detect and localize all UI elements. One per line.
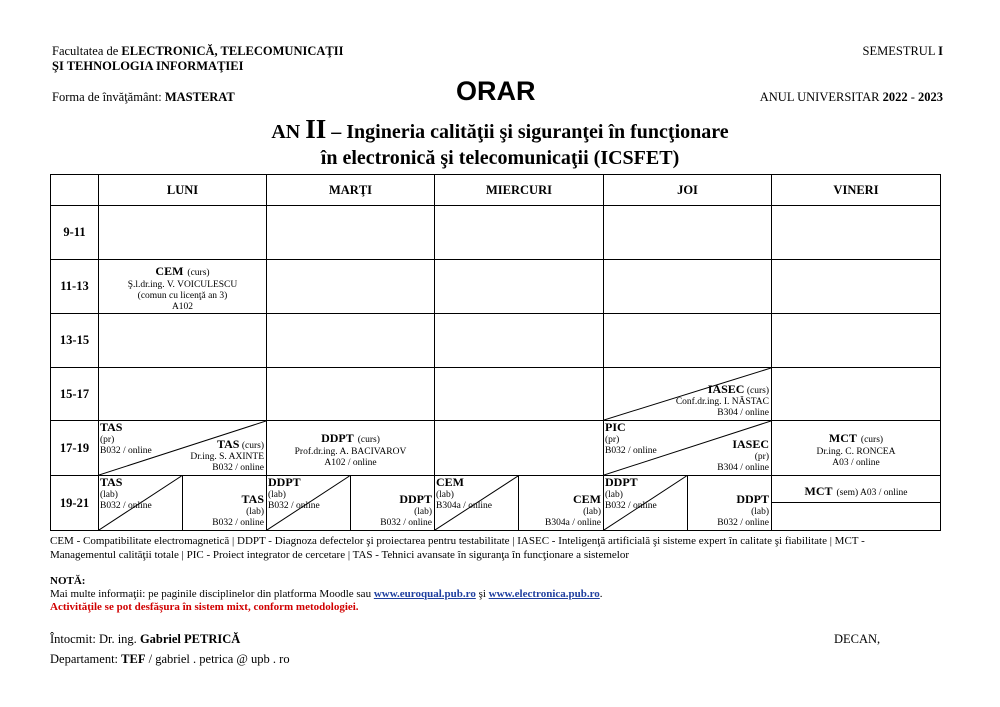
course-iasec-curs: IASEC (curs) Conf.dr.ing. I. NĂSTAC B304 / online <box>604 368 772 421</box>
page-title: ORAR <box>456 76 536 106</box>
course-ddpt-curs: DDPT (curs) Prof.dr.ing. A. BACIVAROV A102 / online <box>267 421 435 476</box>
electronica-link[interactable]: www.electronica.pub.ro <box>488 588 600 600</box>
schedule-cell <box>772 314 941 368</box>
course-pic-iasec-split: PIC (pr) B032 / online IASEC (pr) B304 / online <box>604 421 772 476</box>
schedule-cell <box>604 206 772 260</box>
schedule-cell <box>267 314 435 368</box>
lab-cell-marti <box>267 476 435 531</box>
schedule-cell <box>604 260 772 314</box>
lab-half-a: DDPT (lab) B032 / online <box>267 476 351 530</box>
mixed-mode-warning: Activităţile se pot desfăşura în sistem mixt, conform metodologiei. <box>50 601 359 613</box>
time-slot: 17-19 <box>51 421 99 476</box>
day-header-joi: JOI <box>604 175 772 206</box>
semester: SEMESTRUL I <box>862 44 943 58</box>
lab-half-a: TAS (lab) B032 / online <box>99 476 183 530</box>
schedule-cell <box>99 314 267 368</box>
schedule-cell <box>435 206 604 260</box>
time-slot: 9-11 <box>51 206 99 260</box>
course-cem: CEM (curs) Ş.l.dr.ing. V. VOICULESCU (comun cu licenţă an 3) A102 <box>99 260 267 314</box>
lab-half-b: TAS (lab) B032 / online <box>212 492 264 528</box>
schedule-cell <box>435 260 604 314</box>
schedule-cell <box>435 421 604 476</box>
corner-cell <box>51 175 99 206</box>
schedule-cell <box>435 314 604 368</box>
program-title: AN II – Ingineria calităţii şi siguranţei în funcţionare în electronică şi telecomunicaţii (ICSFET) <box>271 114 729 169</box>
lab-half-b: DDPT (lab) B032 / online <box>717 492 769 528</box>
schedule-cell <box>267 368 435 421</box>
day-header-marti: MARŢI <box>267 175 435 206</box>
dean-signature: DECAN, <box>834 632 881 646</box>
euroqual-link[interactable]: www.euroqual.pub.ro <box>373 588 476 600</box>
lab-half-a: CEM (lab) B304a / online <box>435 476 519 530</box>
schedule-cell <box>99 206 267 260</box>
schedule-cell <box>267 206 435 260</box>
lab-cell-miercuri <box>435 476 604 531</box>
schedule-cell <box>435 368 604 421</box>
study-form: Forma de învăţământ: MASTERAT <box>52 90 235 104</box>
time-slot: 13-15 <box>51 314 99 368</box>
schedule-cell <box>267 260 435 314</box>
prepared-by: Întocmit: Dr. ing. Gabriel PETRICĂ <box>50 632 241 646</box>
day-header-miercuri: MIERCURI <box>435 175 604 206</box>
seminar-cell-vineri <box>772 476 941 531</box>
day-header-luni: LUNI <box>99 175 267 206</box>
time-slot: 15-17 <box>51 368 99 421</box>
note-title: NOTĂ: <box>50 575 86 587</box>
time-slot: 19-21 <box>51 476 99 531</box>
time-slot: 11-13 <box>51 260 99 314</box>
schedule-cell <box>772 260 941 314</box>
academic-year: ANUL UNIVERSITAR 2022 - 2023 <box>759 90 943 104</box>
schedule-cell <box>604 314 772 368</box>
lab-half-b: CEM (lab) B304a / online <box>545 492 601 528</box>
lab-cell-luni <box>99 476 267 531</box>
schedule-cell <box>772 206 941 260</box>
lab-half-b: DDPT (lab) B032 / online <box>380 492 432 528</box>
lab-half-a: DDPT (lab) B032 / online <box>604 476 688 530</box>
course-mct-curs: MCT (curs) Dr.ing. C. RONCEA A03 / online <box>772 421 941 476</box>
schedule-cell <box>772 368 941 421</box>
faculty-name: Facultatea de ELECTRONICĂ, TELECOMUNICAŢII ŞI TEHNOLOGIA INFORMAŢIEI <box>52 44 344 73</box>
lab-cell-joi <box>604 476 772 531</box>
abbreviation-legend: CEM - Compatibilitate electromagnetică | DDPT - Diagnoza defectelor şi proiectarea pentru testabilitate | IASEC - Inteligenţă artificială şi sisteme expert în calitate şi fiabilitate | MCT - Managementul calităţii totale | PIC - Proiect integrator de cercetare | TAS - Tehnici avansate în siguranţa în funcţionare a sistemelor <box>50 535 865 561</box>
schedule-cell <box>99 368 267 421</box>
mct-seminar: MCT (sem) A03 / online <box>772 476 940 503</box>
department: Departament: TEF / gabriel . petrica @ upb . ro <box>50 652 290 666</box>
note-section: NOTĂ: Mai multe informaţii: pe paginile disciplinelor din platforma Moodle sau www.euroqual.pub.ro şi www.electronica.pub.ro. Activităţile se pot desfăşura în sistem mixt, conform metodologiei. <box>50 575 950 614</box>
course-tas-split: TAS (pr) B032 / online TAS (curs) Dr.ing. S. AXINTE B032 / online <box>99 421 267 476</box>
schedule-table <box>50 174 941 531</box>
day-header-vineri: VINERI <box>772 175 941 206</box>
